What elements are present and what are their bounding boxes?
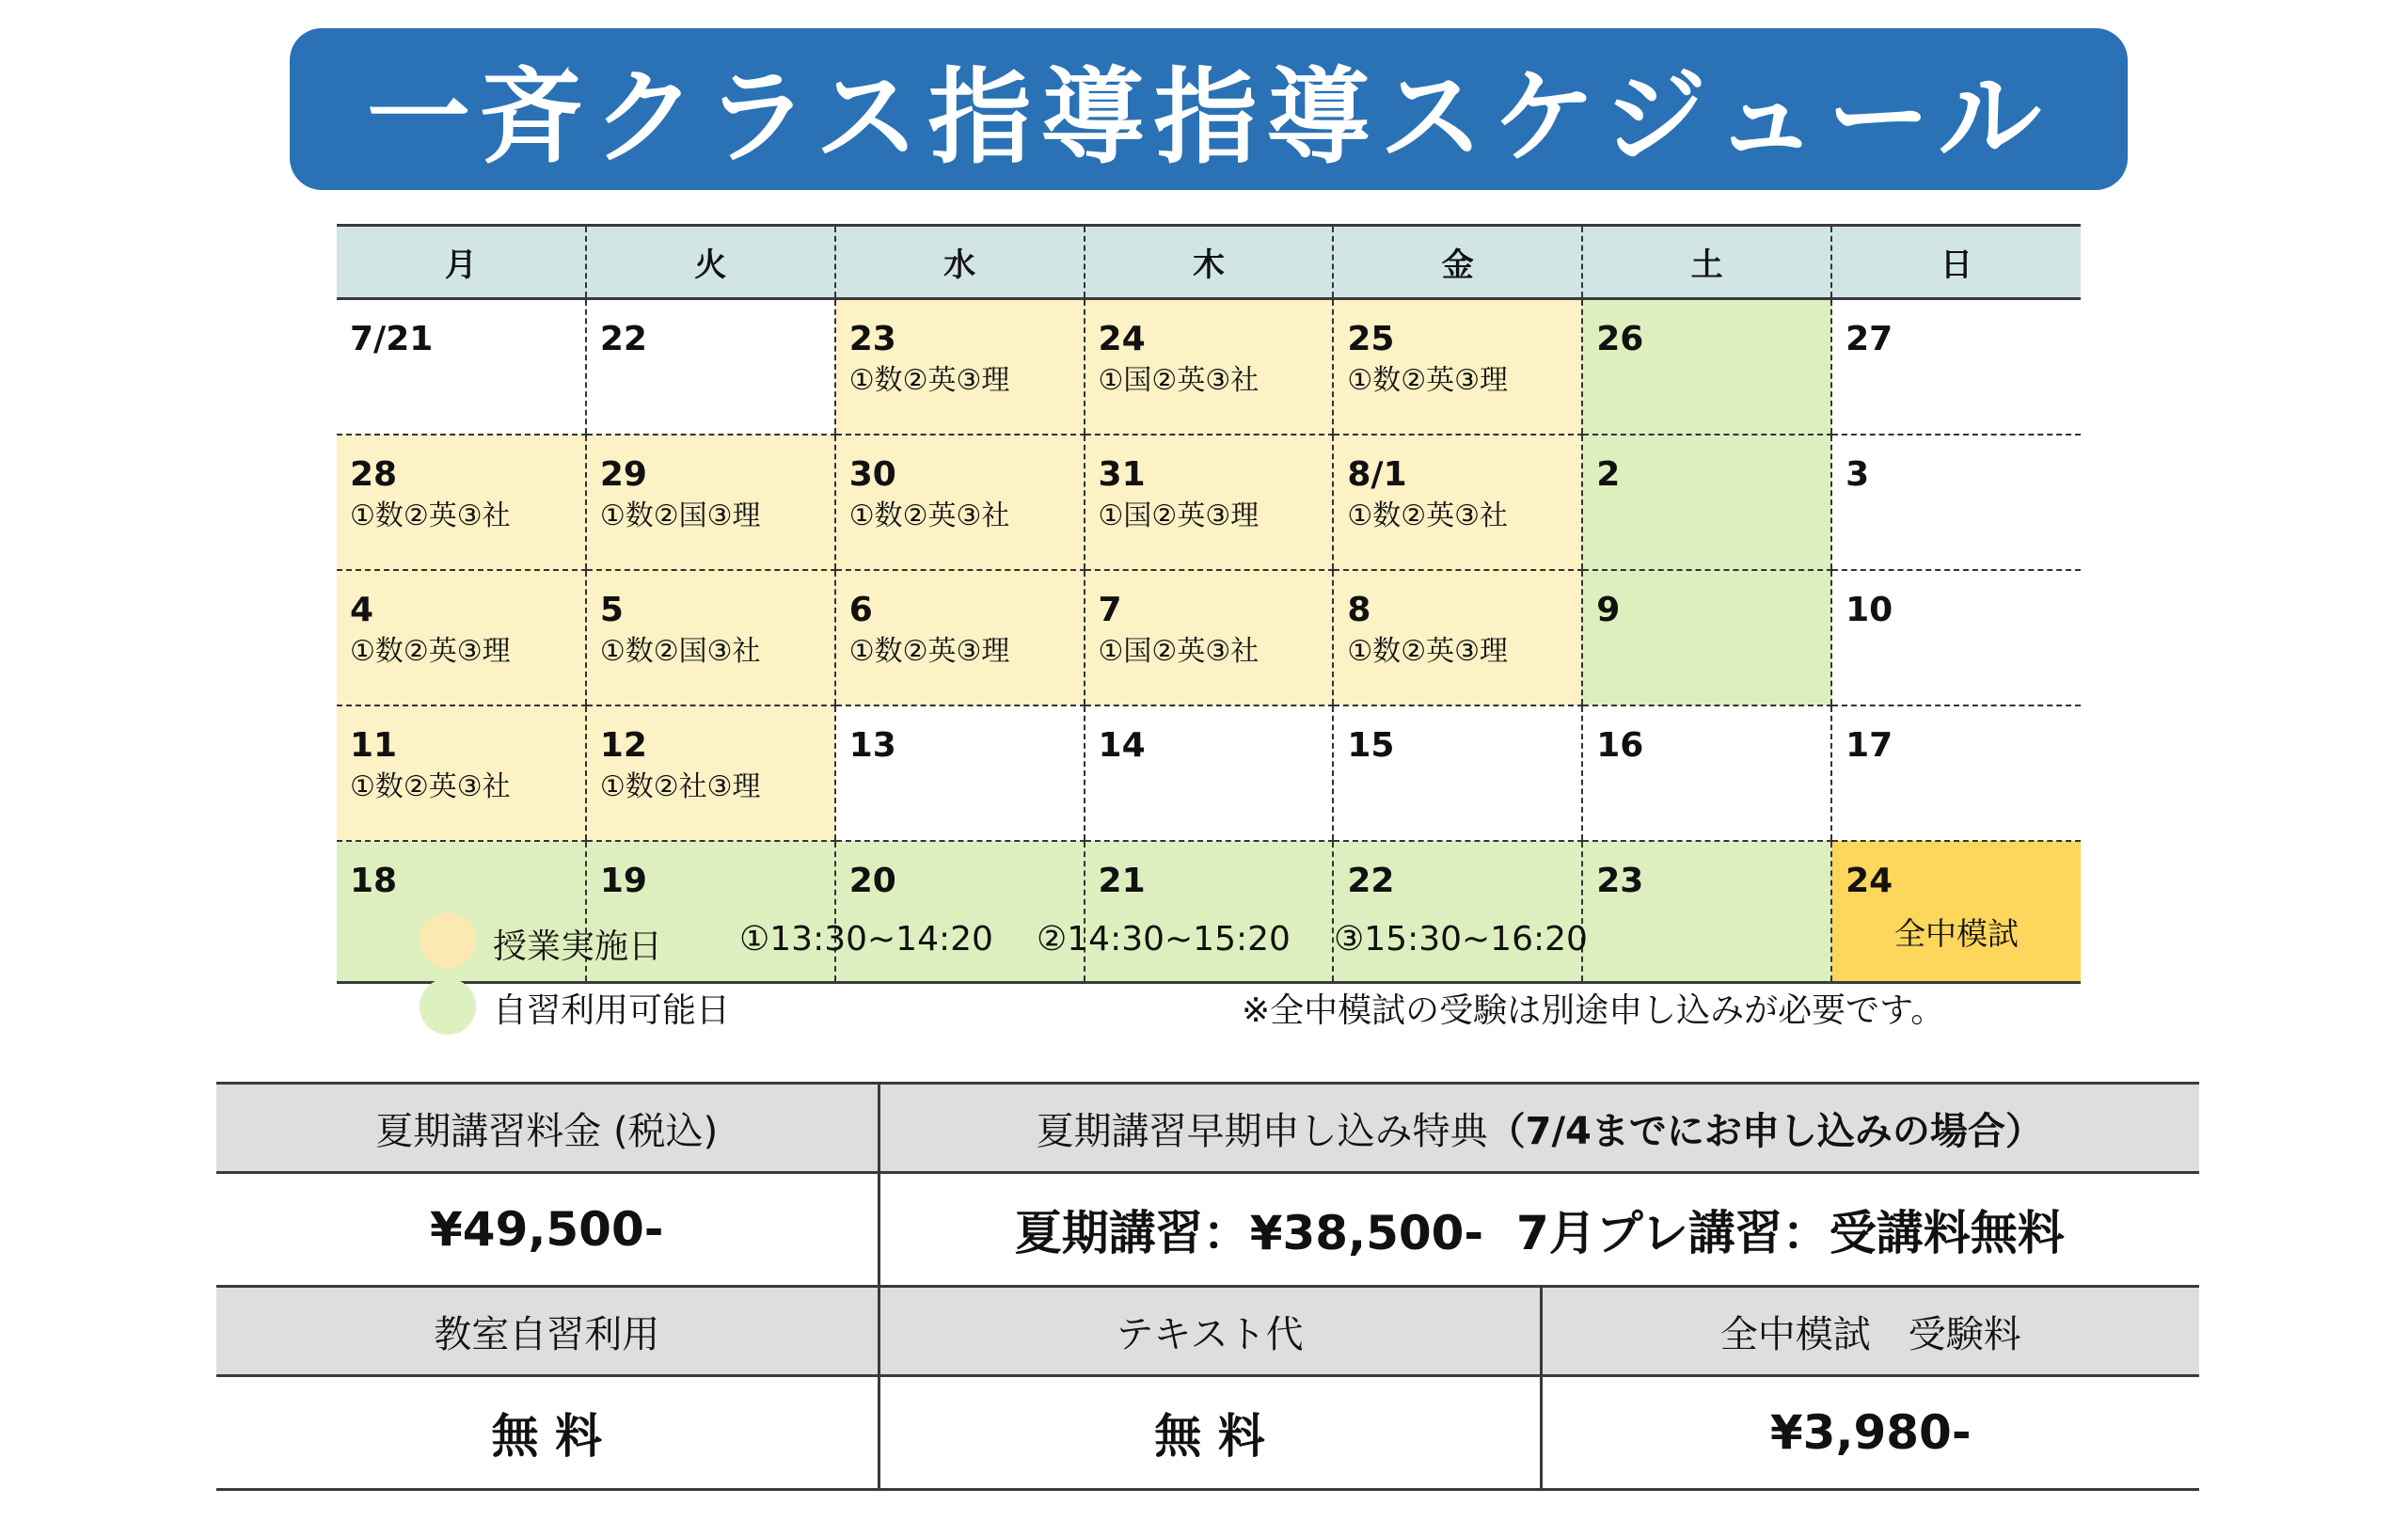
- calendar-day-cell: [835, 705, 1085, 841]
- early-bird-value: 夏期講習：¥38,500- 7月プレ講習：受講料無料: [879, 1173, 2199, 1287]
- day-number: 20: [848, 862, 896, 900]
- calendar-day-cell: [1582, 435, 1831, 570]
- calendar-day-cell: [1085, 705, 1334, 841]
- day-number: 2: [1596, 455, 1621, 494]
- calendar-day-cell: [1333, 570, 1582, 705]
- day-number: 23: [1596, 862, 1644, 900]
- day-number: 17: [1846, 726, 1893, 765]
- calendar-day-cell: [337, 705, 586, 841]
- calendar-day-cell: [337, 299, 586, 436]
- fee-header-row-2: [216, 1287, 2199, 1376]
- day-number: 3: [1846, 455, 1870, 494]
- title-banner: [290, 28, 2128, 190]
- period-3-time: ③15:30~16:20: [1334, 920, 1588, 959]
- weekday-header: 日: [1831, 226, 2081, 299]
- exam-fee-value: ¥3,980-: [1541, 1376, 2199, 1490]
- day-number: 23: [848, 320, 896, 358]
- weekday-header: 金: [1333, 226, 1582, 299]
- day-number: 5: [599, 591, 624, 629]
- calendar-week-row: [337, 705, 2081, 841]
- day-number: 27: [1846, 320, 1893, 358]
- day-number: 24: [1098, 320, 1146, 358]
- tuition-value: ¥49,500-: [216, 1173, 879, 1287]
- day-subjects: ①国②英③理: [1098, 499, 1259, 532]
- weekday-header: 月: [337, 226, 586, 299]
- calendar-day-cell: [1085, 841, 1334, 983]
- day-number: 26: [1596, 320, 1644, 358]
- day-number: 11: [350, 726, 398, 765]
- calendar-day-cell: [1831, 570, 2081, 705]
- exam-event-label: 全中模試: [1894, 915, 2020, 952]
- calendar-day-cell: [1582, 570, 1831, 705]
- day-number: 25: [1347, 320, 1395, 358]
- day-number: 31: [1098, 455, 1146, 494]
- day-number: 12: [599, 726, 647, 765]
- day-subjects: ①数②英③社: [1347, 499, 1509, 532]
- weekday-header: 木: [1085, 226, 1334, 299]
- calendar-day-cell: [586, 570, 835, 705]
- calendar-day-cell: [1333, 705, 1582, 841]
- page-title: 一斉クラス指導指導スケジュール: [366, 57, 2052, 178]
- early-bird-header-main: 夏期講習早期申し込み特典: [1036, 1109, 1488, 1153]
- calendar-day-cell: [1831, 435, 2081, 570]
- class-day-legend-label: 授業実施日: [493, 927, 663, 966]
- day-number: 14: [1098, 726, 1146, 765]
- day-subjects: ①国②英③社: [1098, 364, 1259, 397]
- calendar-day-cell: [1831, 299, 2081, 436]
- day-subjects: ①数②国③社: [599, 635, 761, 668]
- tuition-header: 夏期講習料金 (税込): [216, 1084, 879, 1173]
- calendar-day-cell: [1333, 435, 1582, 570]
- exam-note: ※全中模試の受験は別途申し込みが必要です。: [1242, 991, 1945, 1030]
- day-subjects: ①数②英③社: [350, 770, 511, 803]
- day-number: 30: [848, 455, 896, 494]
- day-subjects: ①数②英③理: [350, 635, 511, 668]
- calendar-week-row: [337, 299, 2081, 436]
- calendar-day-cell: [1333, 841, 1582, 983]
- day-subjects: ①数②英③理: [1347, 364, 1509, 397]
- day-number: 16: [1596, 726, 1644, 765]
- day-number: 29: [599, 455, 647, 494]
- class-day-legend-swatch: [420, 912, 476, 969]
- calendar-day-cell: [337, 570, 586, 705]
- day-number: 10: [1846, 591, 1893, 629]
- fee-table: [216, 1082, 2199, 1491]
- calendar-day-cell: [1831, 841, 2081, 983]
- calendar-day-cell: [1582, 299, 1831, 436]
- day-number: 18: [350, 862, 398, 900]
- day-subjects: ①数②英③社: [848, 499, 1010, 532]
- day-number: 28: [350, 455, 398, 494]
- day-subjects: ①数②英③理: [848, 635, 1010, 668]
- day-number: 15: [1347, 726, 1395, 765]
- period-2-time: ②14:30~15:20: [1037, 920, 1291, 959]
- period-1-time: ①13:30~14:20: [739, 920, 993, 959]
- fee-value-row-2: [216, 1376, 2199, 1490]
- calendar-day-cell: [586, 299, 835, 436]
- calendar-day-cell: [1085, 299, 1334, 436]
- weekday-header: 土: [1582, 226, 1831, 299]
- day-number: 9: [1596, 591, 1621, 629]
- day-number: 4: [350, 591, 374, 629]
- calendar-week-row: [337, 435, 2081, 570]
- calendar-day-cell: [835, 299, 1085, 436]
- early-bird-header: [879, 1084, 2199, 1173]
- calendar-day-cell: [835, 435, 1085, 570]
- day-number: 8: [1347, 591, 1371, 629]
- day-number: 22: [599, 320, 647, 358]
- calendar-day-cell: [586, 435, 835, 570]
- calendar-day-cell: [1085, 435, 1334, 570]
- day-number: 22: [1347, 862, 1395, 900]
- weekday-header: 火: [586, 226, 835, 299]
- calendar-day-cell: [586, 705, 835, 841]
- day-number: 6: [848, 591, 873, 629]
- day-subjects: ①数②英③理: [848, 364, 1010, 397]
- calendar-day-cell: [835, 570, 1085, 705]
- calendar-day-cell: [1333, 299, 1582, 436]
- calendar-day-cell: [1582, 705, 1831, 841]
- self-study-legend-label: 自習利用可能日: [493, 991, 731, 1030]
- fee-value-row: [216, 1173, 2199, 1287]
- weekday-header: 水: [835, 226, 1085, 299]
- day-number: 21: [1098, 862, 1146, 900]
- calendar-week-row: [337, 570, 2081, 705]
- day-subjects: ①数②英③社: [350, 499, 511, 532]
- self-study-value: 無 料: [216, 1376, 879, 1490]
- day-number: 8/1: [1347, 455, 1407, 494]
- calendar-day-cell: [1831, 705, 2081, 841]
- calendar-day-cell: [835, 841, 1085, 983]
- day-number: 24: [1846, 862, 1893, 900]
- calendar-day-cell: [1582, 841, 1831, 983]
- day-number: 19: [599, 862, 647, 900]
- day-subjects: ①数②社③理: [599, 770, 761, 803]
- textbook-header: テキスト代: [879, 1287, 1541, 1376]
- calendar-day-cell: [337, 435, 586, 570]
- weekday-header-row: [337, 226, 2081, 299]
- self-study-legend-swatch: [420, 978, 476, 1035]
- day-subjects: ①国②英③社: [1098, 635, 1259, 668]
- schedule-calendar: [337, 224, 2081, 984]
- day-number: 7: [1098, 591, 1122, 629]
- self-study-header: 教室自習利用: [216, 1287, 879, 1376]
- textbook-value: 無 料: [879, 1376, 1541, 1490]
- calendar-day-cell: [1085, 570, 1334, 705]
- fee-header-row: [216, 1084, 2199, 1173]
- day-subjects: ①数②英③理: [1347, 635, 1509, 668]
- day-subjects: ①数②国③理: [599, 499, 761, 532]
- early-bird-header-condition: （7/4までにお申し込みの場合）: [1487, 1109, 2043, 1153]
- exam-fee-header: 全中模試 受験料: [1541, 1287, 2199, 1376]
- day-number: 7/21: [350, 320, 434, 358]
- day-number: 13: [848, 726, 896, 765]
